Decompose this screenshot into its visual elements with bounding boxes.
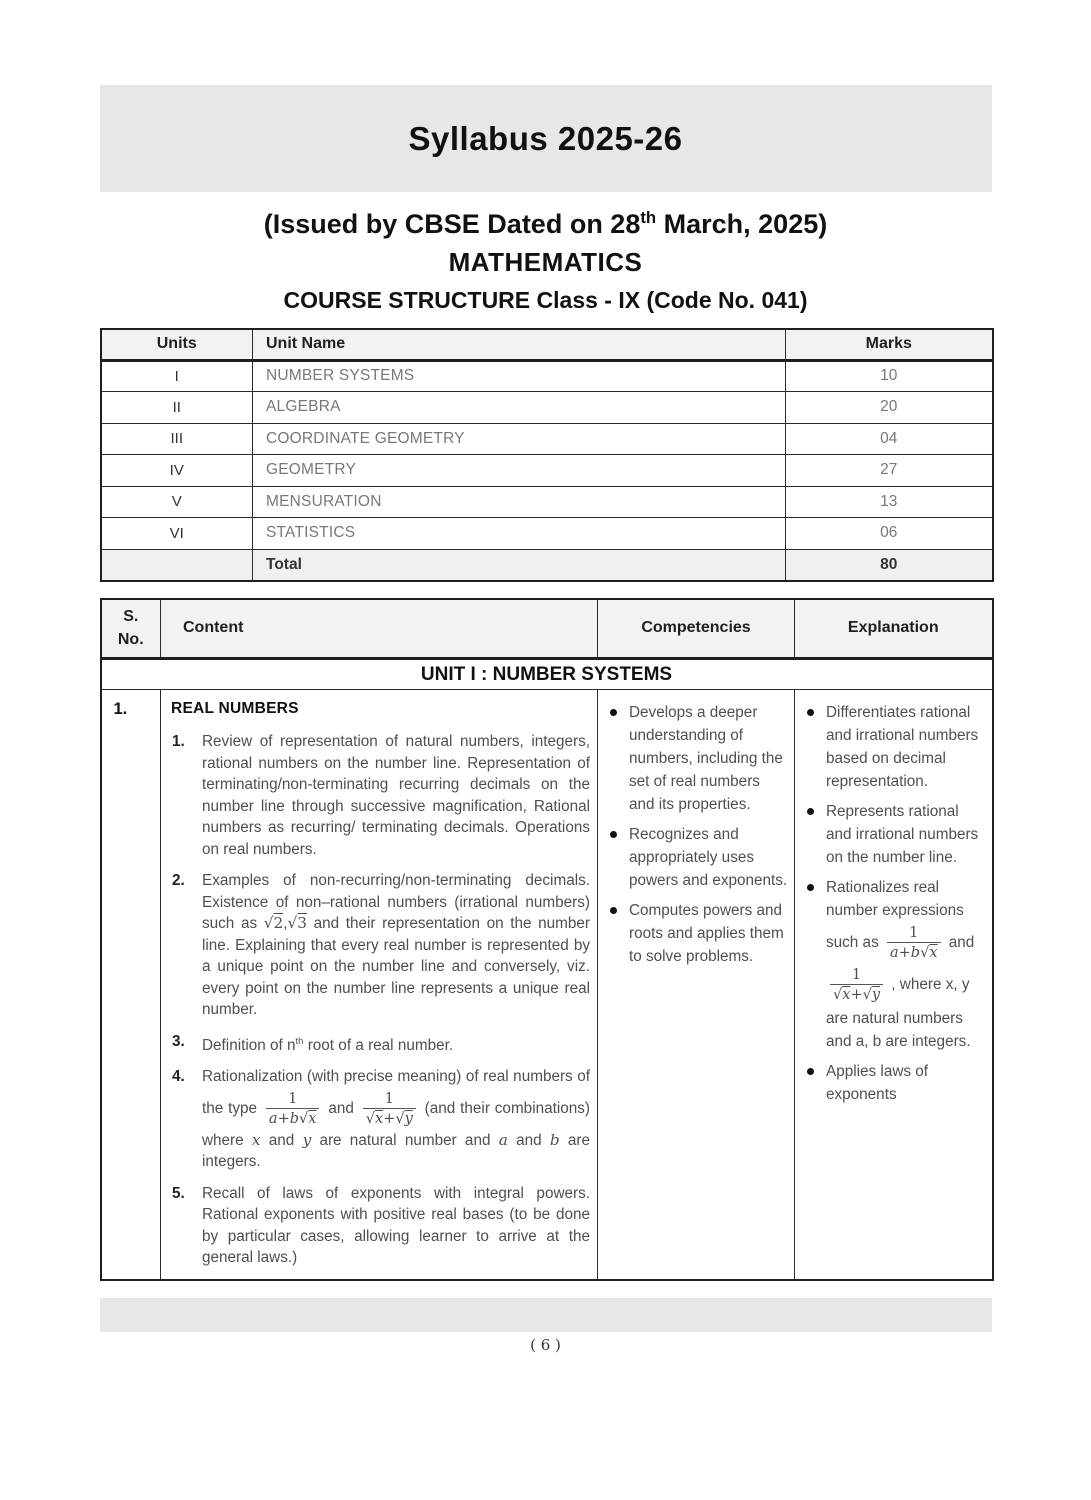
unit-name: NUMBER SYSTEMS [253, 360, 786, 392]
issued-line [100, 208, 992, 240]
unit-number: II [101, 392, 253, 424]
item-number: 5. [172, 1184, 185, 1202]
item4-text-pre: Rationalization (with precise meaning) of real numbers of the type [202, 1068, 590, 1117]
item-text: Recall of laws of exponents with integral powers. Rational exponents with positive real bases (to be done by particular cases, allowing learner to arrive at the general laws.) [202, 1184, 590, 1267]
var-x: x [842, 987, 851, 1004]
unit-row [101, 486, 993, 518]
var-y: y [871, 987, 881, 1004]
explanation-text: Differentiates rational and irrational numbers based on decimal representation. [826, 704, 979, 790]
unit-number: IV [101, 455, 253, 487]
unit-marks: 10 [786, 360, 993, 392]
units-column-header: Units [101, 329, 253, 360]
item2-text-post: and their representation on the number line. Explaining that every real number is represented by a unique point on the number line and conversely, viz. every point on the number line represents a unique real number. [202, 915, 590, 1018]
var-b: b [549, 1130, 560, 1149]
denominator [887, 942, 941, 962]
marks-column-header: Marks [786, 329, 993, 360]
competencies-cell [598, 690, 795, 1280]
explanation-item [804, 701, 986, 793]
content-item-5 [169, 1183, 590, 1269]
var-a: a [268, 1110, 278, 1127]
unit-row [101, 455, 993, 487]
denominator [363, 1108, 416, 1128]
var-x: x [308, 1110, 317, 1127]
total-label: Total [253, 549, 786, 581]
nth-superscript: th [295, 1035, 304, 1047]
bullet-icon [610, 907, 617, 914]
syllabus-detail-table [100, 598, 994, 1281]
total-row [101, 549, 993, 581]
explanation-text [826, 876, 986, 1053]
competencies-column-header: Competencies [598, 599, 795, 659]
item2-text-pre: Examples of non-recurring/non-terminating decimals. Existence of non–rational numbers (irrational numbers) such as [202, 872, 590, 932]
issued-superscript: th [640, 208, 657, 227]
item3-text-post: root of a real number. [303, 1036, 454, 1054]
item-text [202, 1031, 590, 1057]
plus-sign: + [277, 1110, 290, 1127]
unit-number: V [101, 486, 253, 518]
bullet-icon [610, 831, 617, 838]
explanation-cell [795, 690, 993, 1280]
bullet-icon [610, 709, 617, 716]
item-number: 2. [172, 872, 185, 889]
sno-header-line1: S. [123, 608, 139, 626]
page-title: Syllabus 2025-26 [408, 119, 683, 157]
total-empty-cell [101, 549, 253, 581]
unit-marks: 06 [786, 518, 993, 550]
course-structure-title: COURSE STRUCTURE Class - IX (Code No. 041) [283, 287, 808, 313]
radical-sign: √ [299, 1110, 309, 1127]
plus-sign: + [850, 987, 863, 1004]
denominator [266, 1108, 320, 1128]
var-b: b [910, 945, 921, 962]
item-number: 1. [172, 733, 185, 750]
var-a: a [498, 1130, 508, 1149]
unit-marks: 13 [786, 486, 993, 518]
competency-item [607, 701, 788, 816]
item-number: 3. [172, 1032, 185, 1050]
competency-item [607, 823, 788, 892]
numerator: 1 [288, 1090, 298, 1107]
item-text [202, 870, 590, 1021]
explanation-item [804, 800, 986, 869]
item4-seg5: are integers. [202, 1131, 590, 1171]
content-item-4 [169, 1066, 590, 1173]
syllabus-banner [100, 85, 992, 192]
unit-marks: 27 [786, 455, 993, 487]
unit-row [101, 392, 993, 424]
competency-text: Computes powers and roots and applies them to solve problems. [629, 902, 784, 965]
unit-number: VI [101, 518, 253, 550]
var-x: x [251, 1130, 261, 1149]
unit-section-title: UNIT I : NUMBER SYSTEMS [101, 659, 993, 690]
subject-title: MATHEMATICS [448, 247, 643, 277]
unit-section-banner-row [101, 659, 993, 690]
bullet-icon [807, 884, 814, 891]
item-text [202, 1066, 590, 1173]
competency-text: Develops a deeper understanding of numbers, including the set of real numbers and its properties. [629, 704, 783, 813]
radical-sign: √ [920, 945, 930, 962]
fraction-one-over-root-x-plus-root-y [830, 966, 883, 1004]
page-content [100, 0, 992, 1354]
unit-row [101, 423, 993, 455]
unit-row [101, 518, 993, 550]
var-b: b [289, 1110, 300, 1127]
explanation-text: Represents rational and irrational numbers on the number line. [826, 803, 979, 866]
item4-seg4: and [507, 1131, 550, 1149]
radicand: 3 [297, 914, 307, 932]
numerator: 1 [851, 967, 862, 984]
numerator: 1 [384, 1090, 394, 1107]
page-number: ( 6 ) [530, 1335, 561, 1354]
content-item-3 [169, 1031, 590, 1057]
item-text: Review of representation of natural numbers, integers, rational numbers on the number line. Representation of terminating/non-terminating recurring decimals on the number line through successive magnification, Rational numbers as recurring/ terminating decimals. Operations on real numbers. [202, 733, 590, 858]
sqrt-3 [287, 915, 306, 932]
explanation-item [804, 876, 986, 1053]
unit-number: I [101, 360, 253, 392]
competency-text: Recognizes and appropriately uses powers and exponents. [629, 826, 788, 889]
sqrt-2 [264, 915, 283, 932]
sno-header-line2: No. [117, 631, 144, 649]
content-item-2 [169, 870, 590, 1021]
unit-name: ALGEBRA [253, 392, 786, 424]
sno-column-header [101, 599, 161, 659]
fraction-one-over-root-x-plus-root-y [363, 1090, 416, 1128]
content-column-header: Content [161, 599, 598, 659]
radical-sign: √ [365, 1110, 375, 1127]
bullet-icon [807, 808, 814, 815]
item4-seg2: and [260, 1131, 303, 1149]
units-table-header-row [101, 329, 993, 360]
plus-sign: + [383, 1110, 396, 1127]
explanation-column-header: Explanation [795, 599, 993, 659]
plus-sign: + [898, 945, 911, 962]
radical-sign: √ [263, 914, 274, 932]
fraction-one-over-a-plus-b-root-x [266, 1090, 320, 1128]
unit-name: GEOMETRY [253, 455, 786, 487]
unit-row [101, 360, 993, 392]
unit-marks: 04 [786, 423, 993, 455]
radical-sign: √ [287, 914, 298, 932]
fraction-one-over-a-plus-b-root-x [887, 924, 941, 962]
units-marks-table [100, 328, 994, 582]
footer-bar [100, 1298, 992, 1332]
issued-post: March, 2025) [656, 209, 828, 239]
syllabus-content-row [101, 690, 993, 1280]
item4-seg3: are natural number and [311, 1131, 499, 1149]
explanation3-pre: Rationalizes real number expressions such as [826, 879, 964, 952]
unit-marks: 20 [786, 392, 993, 424]
numerator: 1 [909, 925, 919, 941]
unit-name-column-header: Unit Name [253, 329, 786, 360]
unit-name: MENSURATION [253, 486, 786, 518]
item-number: 4. [172, 1068, 185, 1086]
var-y: y [404, 1110, 413, 1127]
bullet-icon [807, 709, 814, 716]
item4-seg1: (and their combinations) where [202, 1099, 591, 1149]
competency-item [607, 899, 788, 968]
total-marks: 80 [786, 549, 993, 581]
denominator [830, 984, 883, 1004]
var-y: y [302, 1130, 312, 1149]
item4-and: and [328, 1099, 354, 1117]
radical-sign: √ [862, 987, 872, 1004]
radical-sign: √ [833, 987, 843, 1004]
unit-name: COORDINATE GEOMETRY [253, 423, 786, 455]
content-item-1 [169, 731, 590, 860]
explanation3-post: , where x, y are natural numbers and a, b are integers. [826, 976, 971, 1050]
var-x: x [375, 1110, 384, 1127]
comma: , [283, 915, 288, 932]
syllabus-table-header-row [101, 599, 993, 659]
var-a: a [889, 945, 899, 962]
unit-number: III [101, 423, 253, 455]
serial-number: 1. [101, 690, 161, 1280]
bullet-icon [807, 1068, 814, 1075]
var-x: x [929, 945, 938, 962]
unit-name: STATISTICS [253, 518, 786, 550]
content-cell [161, 690, 598, 1280]
radicand: 2 [273, 914, 284, 932]
topic-title: REAL NUMBERS [171, 700, 299, 717]
radical-sign: √ [395, 1110, 405, 1127]
issued-pre: (Issued by CBSE Dated on 28 [263, 209, 641, 239]
explanation-item [804, 1060, 986, 1106]
explanation-text: Applies laws of exponents [826, 1062, 929, 1103]
explanation3-and: and [948, 934, 975, 952]
item3-text-pre: Definition of n [202, 1036, 296, 1054]
